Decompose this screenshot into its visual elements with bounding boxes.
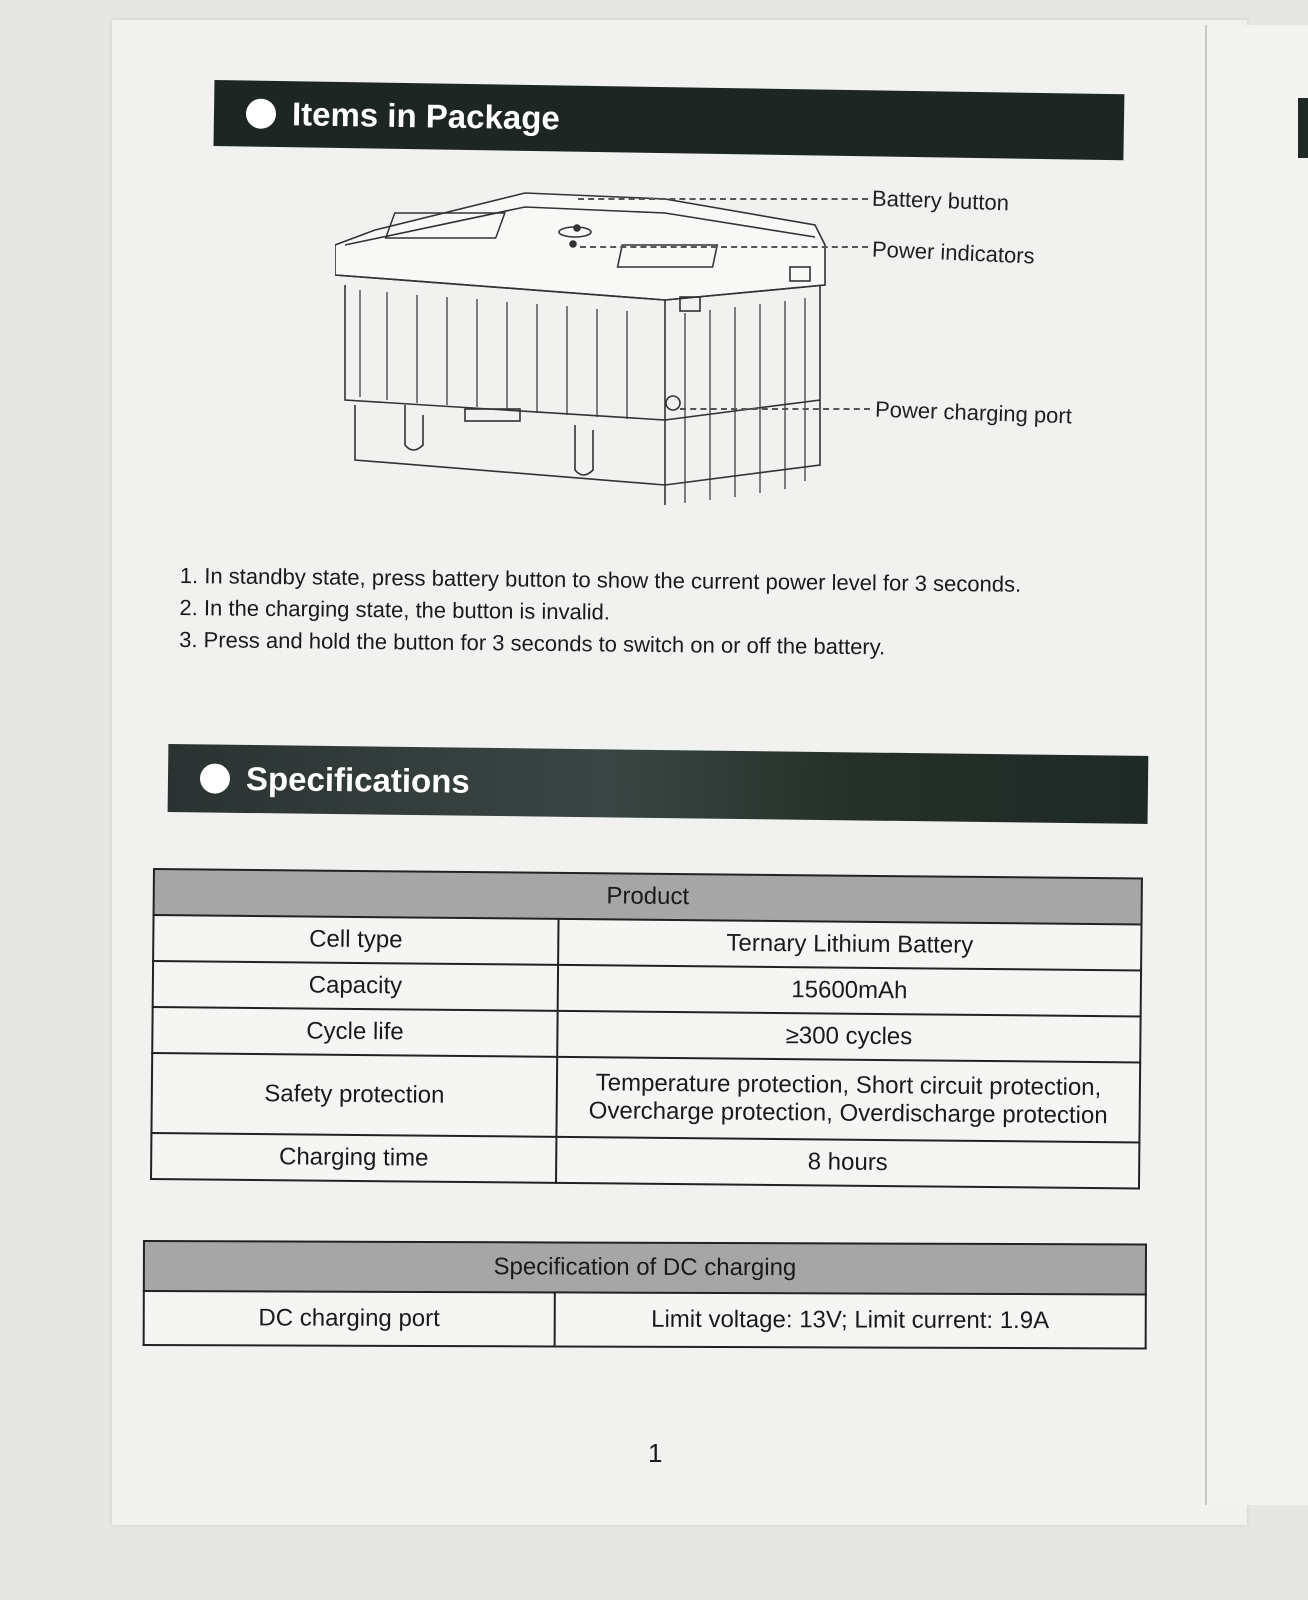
table-row [151,1053,1140,1142]
note-item: 2. In the charging state, the button is invalid. [179,594,611,625]
row-label: DC charging port [144,1291,555,1346]
row-label: Cell type [153,915,559,965]
row-label: Safety protection [151,1053,557,1137]
page-number: 1 [648,1438,663,1468]
row-value: Ternary Lithium Battery [558,919,1141,971]
product-spec-table [150,868,1143,1189]
section-title: Specifications [245,759,470,800]
row-value: 8 hours [556,1137,1139,1189]
table-header: Specification of DC charging [144,1241,1146,1294]
row-value: ≥300 cycles [557,1011,1140,1063]
leader-line-power-indicators [580,246,868,248]
row-value [557,1057,1141,1143]
leader-line-power-charging-port [680,408,870,410]
battery-diagram [335,185,855,520]
bullet-circle-icon [200,763,230,793]
bullet-circle-icon [246,99,276,129]
note-item: 1. In standby state, press battery button to show the current power level for 3 seconds. [179,562,1022,597]
table-row [144,1291,1146,1348]
table-row [151,1133,1139,1188]
adjacent-page-section-bar [1298,98,1308,158]
adjacent-page-edge [1205,25,1308,1505]
dc-charging-spec-table [143,1240,1147,1350]
row-value: Limit voltage: 13V; Limit current: 1.9A [554,1292,1145,1348]
usage-notes-list [179,560,1021,665]
row-label: Capacity [153,961,559,1011]
row-label: Cycle life [152,1007,558,1057]
leader-line-battery-button [578,198,868,200]
row-value-line: Temperature protection, Short circuit protection, [595,1069,1102,1102]
callout-power-charging-port: Power charging port [874,396,1073,429]
row-value-line: Overcharge protection, Overdischarge protection [588,1097,1108,1130]
table-header: Product [154,869,1142,924]
row-label: Charging time [151,1133,557,1183]
section-title: Items in Package [291,95,561,137]
callout-power-indicators: Power indicators [871,236,1036,269]
section-header-specifications [168,744,1149,824]
callout-battery-button: Battery button [871,185,1010,216]
note-item: 3. Press and hold the button for 3 seconds to switch on or off the battery. [179,626,886,660]
row-value: 15600mAh [558,965,1141,1017]
